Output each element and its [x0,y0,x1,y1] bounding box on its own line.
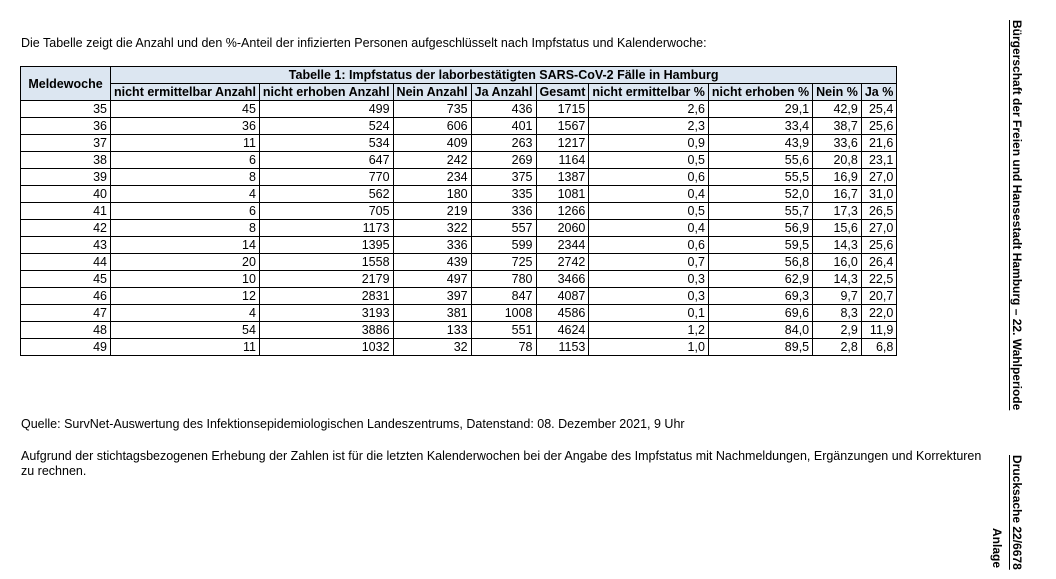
week-cell: 36 [21,118,111,135]
table-cell: 16,9 [813,169,862,186]
table-cell: 3886 [259,322,393,339]
table-cell: 263 [471,135,536,152]
table-cell: 0,4 [589,186,709,203]
table-row [21,322,897,339]
week-cell: 47 [21,305,111,322]
table-cell: 84,0 [708,322,812,339]
table-cell: 4624 [536,322,589,339]
table-caption: Tabelle 1: Impfstatus der laborbestätigten SARS-CoV-2 Fälle in Hamburg [111,67,897,84]
week-cell: 42 [21,220,111,237]
table-cell: 1217 [536,135,589,152]
table-cell: 3193 [259,305,393,322]
table-cell: 69,3 [708,288,812,305]
table-cell: 322 [393,220,471,237]
table-cell: 14,3 [813,237,862,254]
table-cell: 23,1 [861,152,897,169]
table-cell: 56,9 [708,220,812,237]
table-cell: 562 [259,186,393,203]
table-body [21,101,897,356]
week-cell: 45 [21,271,111,288]
table-cell: 1266 [536,203,589,220]
table-cell: 2,3 [589,118,709,135]
table-cell: 2179 [259,271,393,288]
table-cell: 0,9 [589,135,709,152]
table-cell: 219 [393,203,471,220]
table-cell: 725 [471,254,536,271]
table-cell: 8 [111,169,260,186]
table-cell: 69,6 [708,305,812,322]
table-cell: 3466 [536,271,589,288]
table-cell: 0,3 [589,271,709,288]
table-cell: 89,5 [708,339,812,356]
table-cell: 0,1 [589,305,709,322]
table-cell: 397 [393,288,471,305]
table-cell: 20,8 [813,152,862,169]
table-cell: 17,3 [813,203,862,220]
table-cell: 55,5 [708,169,812,186]
table-cell: 534 [259,135,393,152]
table-cell: 1008 [471,305,536,322]
table-cell: 8,3 [813,305,862,322]
table-cell: 38,7 [813,118,862,135]
table-cell: 62,9 [708,271,812,288]
table-cell: 0,3 [589,288,709,305]
table-cell: 25,6 [861,237,897,254]
table-cell: 55,6 [708,152,812,169]
table-row [21,254,897,271]
column-header: nicht erhoben % [708,84,812,101]
table-cell: 14 [111,237,260,254]
table-cell: 269 [471,152,536,169]
table-cell: 25,4 [861,101,897,118]
table-cell: 1715 [536,101,589,118]
side-header: Bürgerschaft der Freien und Hansestadt Hamburg – 22. Wahlperiode [1010,20,1024,411]
column-header: Ja % [861,84,897,101]
table-cell: 336 [471,203,536,220]
week-cell: 43 [21,237,111,254]
week-cell: 44 [21,254,111,271]
table-cell: 2742 [536,254,589,271]
table-cell: 1173 [259,220,393,237]
week-cell: 41 [21,203,111,220]
table-cell: 780 [471,271,536,288]
column-header: nicht ermittelbar Anzahl [111,84,260,101]
week-cell: 46 [21,288,111,305]
table-cell: 409 [393,135,471,152]
table-cell: 55,7 [708,203,812,220]
table-cell: 22,5 [861,271,897,288]
table-cell: 27,0 [861,220,897,237]
table-cell: 36 [111,118,260,135]
table-cell: 59,5 [708,237,812,254]
table-cell: 497 [393,271,471,288]
table-cell: 0,6 [589,237,709,254]
table-row [21,118,897,135]
table-cell: 551 [471,322,536,339]
table-cell: 33,4 [708,118,812,135]
row-header-meldewoche: Meldewoche [21,67,111,101]
table-cell: 9,7 [813,288,862,305]
table-cell: 1164 [536,152,589,169]
table-cell: 436 [471,101,536,118]
table-cell: 524 [259,118,393,135]
table-cell: 439 [393,254,471,271]
table-cell: 381 [393,305,471,322]
table-cell: 11 [111,135,260,152]
table-cell: 375 [471,169,536,186]
table-cell: 401 [471,118,536,135]
table-cell: 336 [393,237,471,254]
table-cell: 0,5 [589,152,709,169]
table-cell: 56,8 [708,254,812,271]
table-cell: 847 [471,288,536,305]
table-cell: 599 [471,237,536,254]
column-header-row [21,84,897,101]
week-cell: 39 [21,169,111,186]
week-cell: 49 [21,339,111,356]
table-cell: 335 [471,186,536,203]
table-cell: 1081 [536,186,589,203]
table-cell: 242 [393,152,471,169]
table-cell: 1,2 [589,322,709,339]
table-row [21,152,897,169]
week-cell: 48 [21,322,111,339]
column-header: Gesamt [536,84,589,101]
table-cell: 6 [111,152,260,169]
column-header: nicht ermittelbar % [589,84,709,101]
table-cell: 4586 [536,305,589,322]
table-cell: 16,7 [813,186,862,203]
table-cell: 0,6 [589,169,709,186]
table-cell: 8 [111,220,260,237]
table-cell: 234 [393,169,471,186]
table-cell: 4 [111,186,260,203]
table-cell: 1032 [259,339,393,356]
table-cell: 4087 [536,288,589,305]
table-cell: 26,4 [861,254,897,271]
table-cell: 29,1 [708,101,812,118]
table-cell: 2,9 [813,322,862,339]
table-cell: 26,5 [861,203,897,220]
table-cell: 1567 [536,118,589,135]
table-cell: 557 [471,220,536,237]
column-header: nicht erhoben Anzahl [259,84,393,101]
table-cell: 45 [111,101,260,118]
table-cell: 180 [393,186,471,203]
table-cell: 1395 [259,237,393,254]
table-cell: 10 [111,271,260,288]
table-cell: 32 [393,339,471,356]
table-cell: 770 [259,169,393,186]
column-header: Nein Anzahl [393,84,471,101]
table-cell: 1558 [259,254,393,271]
week-cell: 38 [21,152,111,169]
table-cell: 1153 [536,339,589,356]
table-row [21,288,897,305]
note-text: Aufgrund der stichtagsbezogenen Erhebung der Zahlen ist für die letzten Kalenderwochen bei der Angabe des Impfstatus mit Nachmeldungen, Ergänzungen und Korrekturen zu rechnen. [21,449,982,478]
column-header: Ja Anzahl [471,84,536,101]
side-drucksache: Drucksache 22/6678 [1010,455,1024,570]
table-cell: 52,0 [708,186,812,203]
table-cell: 20,7 [861,288,897,305]
table-cell: 6 [111,203,260,220]
table-row [21,271,897,288]
table-cell: 43,9 [708,135,812,152]
table-cell: 606 [393,118,471,135]
week-cell: 35 [21,101,111,118]
table-cell: 2,8 [813,339,862,356]
table-row [21,237,897,254]
table-cell: 499 [259,101,393,118]
table-cell: 78 [471,339,536,356]
week-cell: 40 [21,186,111,203]
table-cell: 22,0 [861,305,897,322]
table-cell: 25,6 [861,118,897,135]
vaccination-status-table [20,66,897,356]
table-row [21,339,897,356]
table-cell: 2,6 [589,101,709,118]
table-cell: 1387 [536,169,589,186]
table-cell: 2060 [536,220,589,237]
table-cell: 0,4 [589,220,709,237]
table-cell: 1,0 [589,339,709,356]
table-row [21,135,897,152]
table-cell: 0,5 [589,203,709,220]
table-cell: 6,8 [861,339,897,356]
table-row [21,220,897,237]
table-row [21,186,897,203]
table-cell: 54 [111,322,260,339]
table-cell: 11,9 [861,322,897,339]
table-cell: 0,7 [589,254,709,271]
table-cell: 2831 [259,288,393,305]
table-cell: 21,6 [861,135,897,152]
table-cell: 2344 [536,237,589,254]
table-cell: 14,3 [813,271,862,288]
table-row [21,203,897,220]
table-cell: 27,0 [861,169,897,186]
table-cell: 647 [259,152,393,169]
table-cell: 4 [111,305,260,322]
table-cell: 16,0 [813,254,862,271]
table-row [21,169,897,186]
table-cell: 15,6 [813,220,862,237]
table-cell: 42,9 [813,101,862,118]
source-text: Quelle: SurvNet-Auswertung des Infektionsepidemiologischen Landeszentrums, Datenstand: 08. Dezember 2021, 9 Uhr [21,417,685,431]
side-anlage: Anlage [990,528,1004,569]
table-cell: 11 [111,339,260,356]
table-row [21,305,897,322]
table-cell: 20 [111,254,260,271]
table-cell: 33,6 [813,135,862,152]
table-row [21,101,897,118]
intro-text: Die Tabelle zeigt die Anzahl und den %-Anteil der infizierten Personen aufgeschlüsselt nach Impfstatus und Kalenderwoche: [21,36,707,50]
table-cell: 133 [393,322,471,339]
column-header: Nein % [813,84,862,101]
table-cell: 31,0 [861,186,897,203]
table-cell: 705 [259,203,393,220]
week-cell: 37 [21,135,111,152]
table-cell: 12 [111,288,260,305]
table-cell: 735 [393,101,471,118]
